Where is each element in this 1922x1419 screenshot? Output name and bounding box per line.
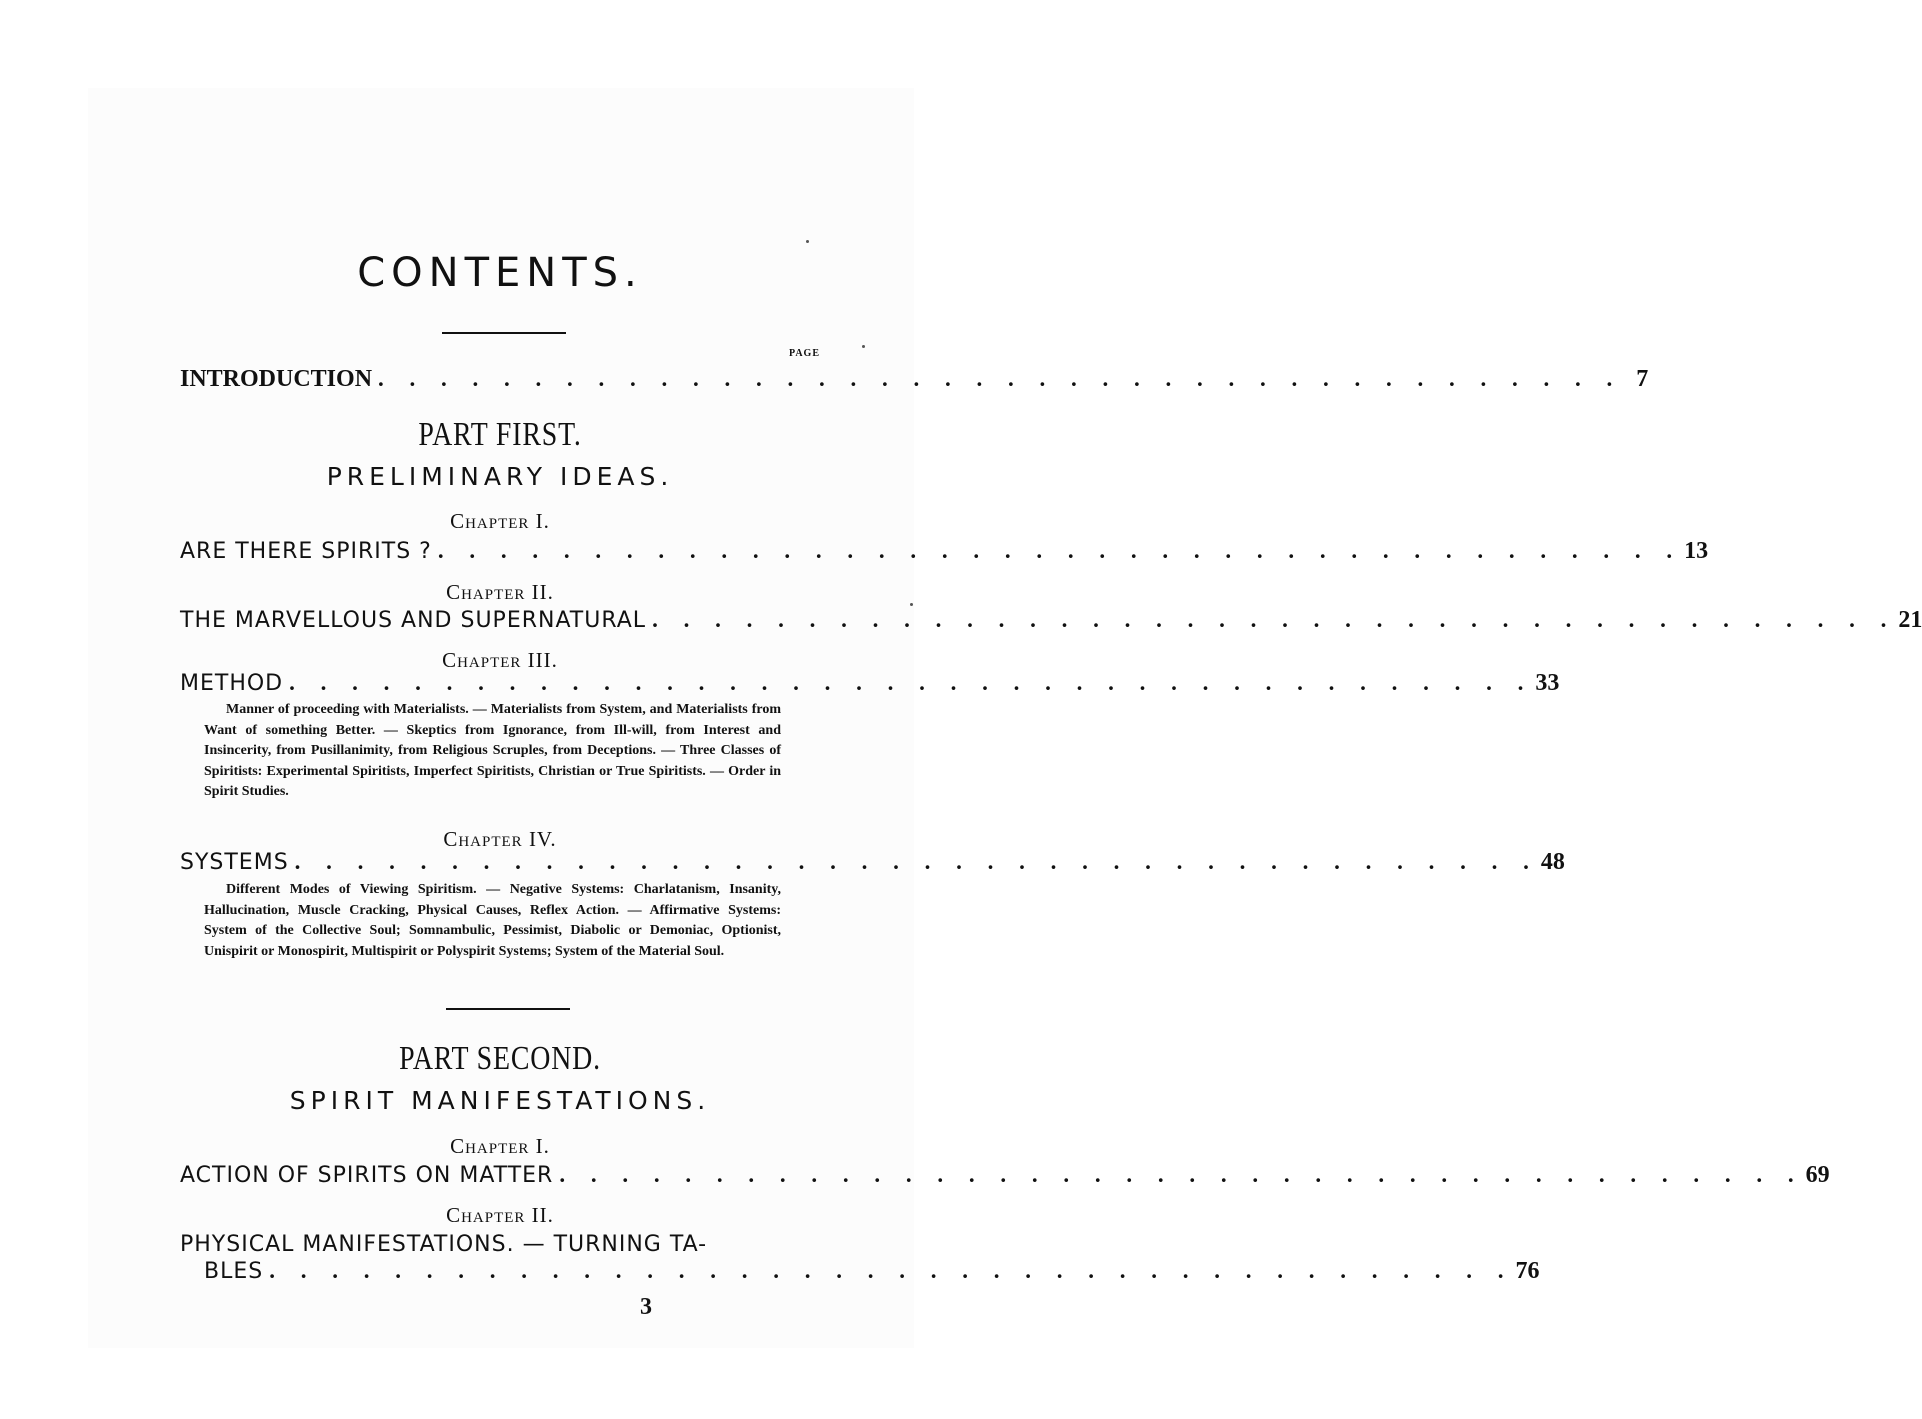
toc-entry-action-of-spirits[interactable] (180, 1162, 1830, 1189)
title-rule (442, 332, 566, 334)
toc-entry-page: 33 (1535, 670, 1560, 696)
page-column-label: PAGE (788, 348, 820, 359)
leader-dots: . . . . . . . . . . . . . . . . . . . . . . . . . . . . . . . . . . . . . . . . (269, 1258, 1514, 1283)
toc-entry-label: METHOD (180, 671, 284, 696)
part-first-title: PART FIRST. (418, 416, 582, 453)
leader-dots: . . . . . . . . . . . . . . . . . . . . . . . . . . . . . . . . . . . . . . . . (437, 538, 1683, 563)
toc-entry-are-there-spirits[interactable] (180, 538, 1709, 565)
leader-dots: . . . . . . . . . . . . . . . . . . . . . . . . . . . . . . . . . . . . . . . . (289, 670, 1534, 695)
chapter-heading: Chapter III. (442, 648, 558, 672)
chapter-heading: Chapter II. (446, 1203, 554, 1227)
part-second-subtitle: SPIRIT MANIFESTATIONS. (289, 1086, 711, 1115)
page-title: CONTENTS. (357, 250, 643, 296)
toc-entry-page: 13 (1684, 538, 1709, 564)
chapter-heading: Chapter II. (446, 580, 554, 604)
paper-speck (806, 240, 809, 243)
paper-speck (910, 603, 913, 606)
toc-entry-label: SYSTEMS (180, 850, 289, 875)
toc-entry-label: ARE THERE SPIRITS ? (180, 539, 432, 564)
section-rule (446, 1008, 570, 1010)
toc-entry-label: THE MARVELLOUS AND SUPERNATURAL (180, 608, 647, 633)
part-second-title: PART SECOND. (399, 1040, 601, 1077)
toc-entry-method[interactable] (180, 670, 1560, 697)
chapter-heading: Chapter I. (450, 1134, 550, 1158)
part-first-subtitle: PRELIMINARY IDEAS. (326, 462, 674, 491)
leader-dots: . . . . . . . . . . . . . . . . . . . . . . . . . . . . . . . . . . . . . . . . (378, 366, 1623, 391)
toc-entry-introduction[interactable] (180, 366, 1649, 393)
paper-speck (862, 345, 865, 348)
page-number: 3 (640, 1294, 652, 1320)
chapter-heading: Chapter IV. (443, 827, 557, 851)
toc-entry-label: ACTION OF SPIRITS ON MATTER (180, 1163, 554, 1188)
leader-dots: . . . . . . . . . . . . . . . . . . . . . . . . . . . . . . . . . . . . . . . . (559, 1162, 1804, 1187)
chapter-heading: Chapter I. (450, 509, 550, 533)
chapter-summary: Manner of proceeding with Materialists. — Materialists from System, and Materialists from Want of something Better. — Skeptics from Ignorance, from Ill-will, from Interest and Insincerity, from Pusillanimity, from Religious Scruples, from Deceptions. — Three Classes of Spiritists: Experimental Spiritists, Imperfect Spiritists, Christian or True Spiritists. — Order in Spirit Studies. (204, 702, 781, 799)
toc-entry-page: 7 (1636, 366, 1649, 392)
toc-entry-page: 69 (1805, 1162, 1830, 1188)
toc-entry-page: 21 (1898, 607, 1922, 633)
leader-dots: . . . . . . . . . . . . . . . . . . . . . . . . . . . . . . . . . . . . . . . . (294, 849, 1539, 874)
leader-dots: . . . . . . . . . . . . . . . . . . . . . . . . . . . . . . . . . . . . . . . . (652, 607, 1897, 632)
toc-entry-physical-manifestations[interactable] (204, 1258, 1540, 1285)
toc-entry-systems[interactable] (180, 849, 1565, 876)
toc-entry-label: BLES (204, 1259, 264, 1284)
toc-entry-page: 76 (1515, 1258, 1540, 1284)
toc-entry-marvellous[interactable] (180, 607, 1922, 634)
toc-entry-page: 48 (1540, 849, 1565, 875)
chapter-summary: Different Modes of Viewing Spiritism. — Negative Systems: Charlatanism, Insanity, Hallucination, Muscle Cracking, Physical Causes, Reflex Action. — Affirmative Systems: System of the Collective Soul; Somnambulic, Pessimist, Diabolic or Demoniac, Optionist, Unispirit or Monospirit, Multispirit or Polyspirit Systems; System of the Material Soul. (204, 882, 781, 959)
toc-entry-label-line1: PHYSICAL MANIFESTATIONS. — TURNING TA- (180, 1232, 708, 1257)
toc-entry-label: INTRODUCTION (180, 366, 373, 392)
